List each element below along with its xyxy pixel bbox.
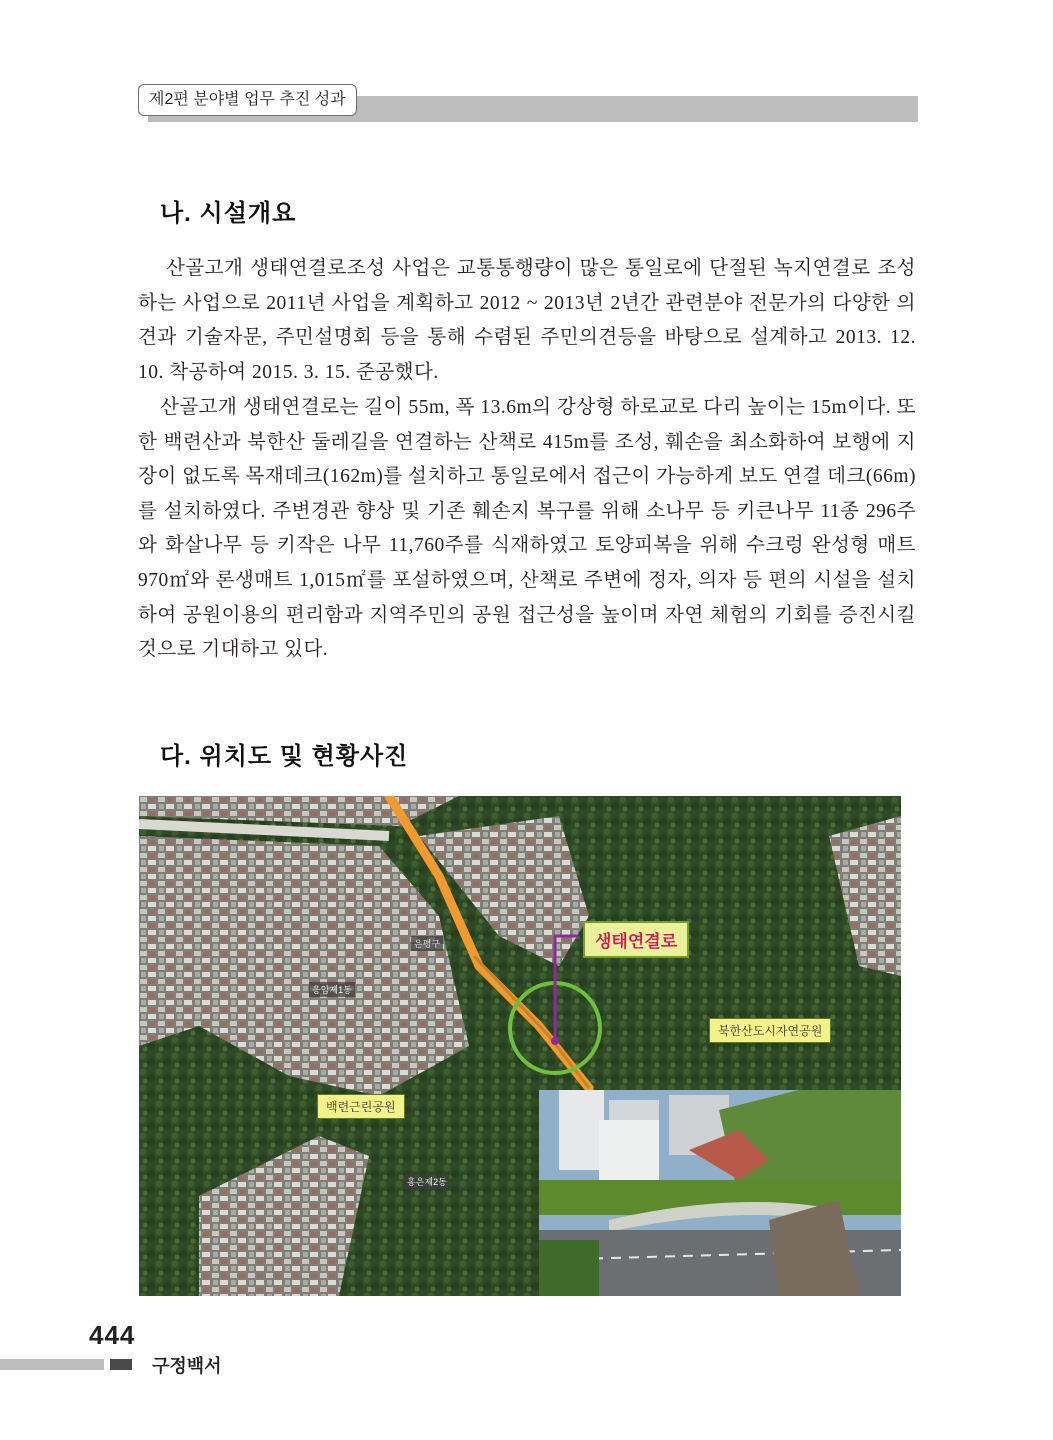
place-name-eunpyeong: 은평구 — [411, 936, 443, 951]
eco-bridge-label: 생태연결로 — [583, 921, 689, 958]
page-number: 444 — [89, 1320, 136, 1350]
section-title-location: 다. 위치도 및 현황사진 — [160, 743, 409, 770]
book-title: 구정백서 — [152, 1356, 222, 1376]
overview-paragraph-2: 산골고개 생태연결로는 길이 55m, 폭 13.6m의 강상형 하로교로 다리 높이는 15m이다. 또한 백련산과 북한산 둘레길을 연결하는 산책로 415m를 조성, 훼손을 최소화하여 보행에 지장이 없도록 목재데크(162m)를 설치하고 통일로에서 접근이 가능하게 보도 연결 데크(66m)를 설치하였다. 주변경관 향상 및 기존 훼손지 복구를 위해 소나무 등 키큰나무 11종 296주와 화살나무 등 키작은 나무 11,760주를 식재하였고 토양피복을 위해 수크렁 완성형 매트 970㎡와 론생매트 1,015㎡를 포설하였으며, 산책로 주변에 정자, 의자 등 편의 시설을 설치하여 공원이용의 편리함과 지역주민의 공원 접근성을 높이며 자연 체험의 기회를 증진시킬 것으로 기대하고 있다. — [138, 397, 916, 661]
footer-bar — [0, 1359, 104, 1370]
footer-block — [110, 1359, 132, 1370]
bukhansan-park-label: 북한산도시자연공원 — [709, 1018, 831, 1043]
chapter-header: 제2편 분야별 업무 추진 성과 — [138, 84, 357, 116]
eco-bridge-photo — [539, 1090, 901, 1296]
place-name-eungam1: 응암제1동 — [309, 982, 355, 997]
overview-paragraph-1: 산골고개 생태연결로조성 사업은 교통통행량이 많은 통일로에 단절된 녹지연결로 조성하는 사업으로 2011년 사업을 계획하고 2012 ~ 2013년 2년간 관련분야 전문가의 다양한 의견과 기술자문, 주민설명회 등을 통해 수렴된 주민의견등을 바탕으로 설계하고 2013. 12. 10. 착공하여 2015. 3. 15. 준공했다. — [138, 258, 916, 383]
place-name-hongeun2: 홍은제2동 — [404, 1174, 450, 1189]
baengnyeon-park-label: 백련근린공원 — [317, 1094, 405, 1119]
location-map-figure — [139, 796, 901, 1296]
section-title-overview: 나. 시설개요 — [160, 200, 297, 227]
